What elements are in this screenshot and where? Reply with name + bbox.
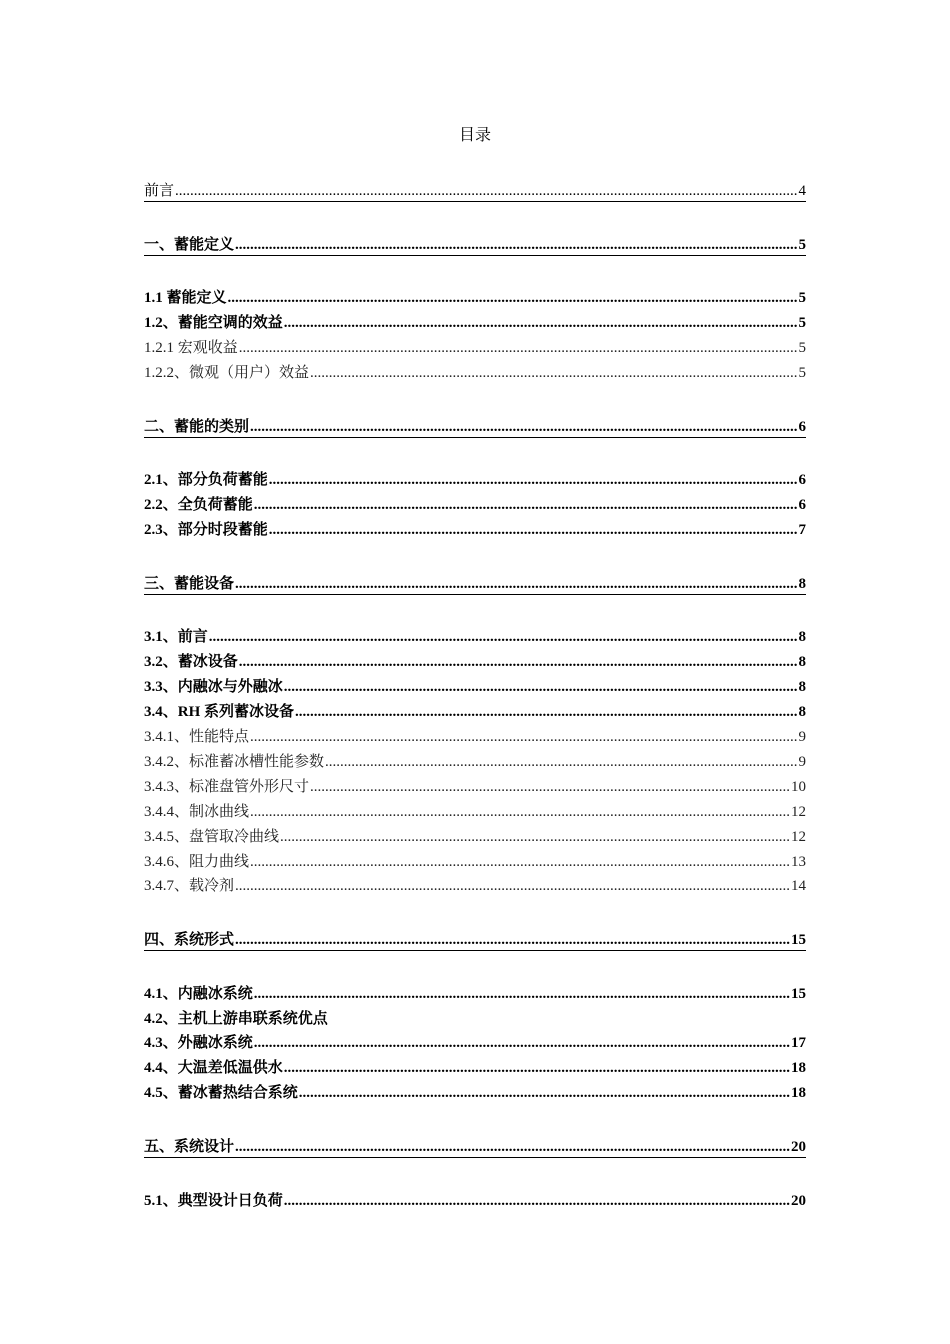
toc-entry-label: 4.2、主机上游串联系统优点 — [144, 1011, 328, 1027]
toc-page-number: 5 — [798, 365, 806, 381]
toc-entry-label: 一、蓄能定义 — [144, 237, 235, 253]
toc-page-number: 5 — [798, 340, 806, 356]
toc-entry-label: 1.2、蓄能空调的效益 — [144, 315, 283, 331]
toc-entry-label: 二、蓄能的类别 — [144, 419, 250, 435]
toc-dot-leader — [310, 363, 797, 383]
toc-entry-label: 四、系统形式 — [144, 932, 235, 948]
toc-page-number: 18 — [791, 1060, 806, 1076]
toc-entry[interactable] — [144, 675, 806, 697]
toc-page-number: 5 — [798, 290, 806, 306]
toc-dot-leader — [254, 1033, 790, 1053]
toc-dot-leader — [284, 677, 798, 697]
toc-entry-label: 3.3、内融冰与外融冰 — [144, 679, 283, 695]
toc-entry[interactable] — [144, 982, 806, 1004]
toc-entry[interactable] — [144, 625, 806, 647]
toc-dot-leader — [269, 520, 798, 540]
toc-entry[interactable] — [144, 1031, 806, 1053]
toc-entry[interactable] — [144, 700, 806, 722]
toc-entry-label: 3.4.3、标准盘管外形尺寸 — [144, 779, 310, 795]
toc-entry[interactable] — [144, 874, 806, 896]
toc-entry-label: 三、蓄能设备 — [144, 576, 235, 592]
toc-page-number: 12 — [791, 804, 806, 820]
toc-entry[interactable] — [144, 1056, 806, 1078]
toc-page-number: 10 — [791, 779, 806, 795]
toc-dot-leader — [239, 338, 798, 358]
toc-dot-leader — [228, 288, 798, 308]
toc-page-number: 9 — [798, 754, 806, 770]
toc-entry[interactable] — [144, 800, 806, 822]
toc-entry-label: 3.4.1、性能特点 — [144, 729, 250, 745]
toc-entry-label: 2.2、全负荷蓄能 — [144, 497, 253, 513]
toc-entry[interactable] — [144, 725, 806, 747]
toc-dot-leader — [284, 313, 798, 333]
toc-dot-leader — [250, 852, 790, 872]
toc-dot-leader — [235, 235, 797, 255]
toc-page-number: 8 — [798, 679, 806, 695]
toc-page-number: 12 — [791, 829, 806, 845]
toc-dot-leader — [284, 1191, 790, 1211]
toc-dot-leader — [254, 495, 798, 515]
toc-dot-leader — [325, 752, 797, 772]
toc-entry[interactable] — [144, 825, 806, 847]
toc-entry[interactable] — [144, 1007, 806, 1029]
toc-page-number: 7 — [798, 522, 806, 538]
toc-entry[interactable] — [144, 1081, 806, 1103]
toc-entry[interactable] — [144, 1189, 806, 1211]
toc-entry[interactable] — [144, 233, 806, 256]
toc-dot-leader — [269, 470, 798, 490]
toc-entry[interactable] — [144, 336, 806, 358]
toc-dot-leader — [239, 652, 798, 672]
toc-dot-leader — [235, 574, 797, 594]
toc-entry-label: 3.4.7、载冷剂 — [144, 878, 235, 894]
toc-page-number: 13 — [791, 854, 806, 870]
toc-page-number: 8 — [798, 654, 806, 670]
toc-page-number: 20 — [791, 1139, 806, 1155]
toc-entry-label: 3.4.6、阻力曲线 — [144, 854, 250, 870]
toc-dot-leader — [310, 777, 790, 797]
toc-dot-leader — [295, 702, 797, 722]
toc-entry-label: 1.2.1 宏观收益 — [144, 340, 238, 356]
toc-entry-label: 1.1 蓄能定义 — [144, 290, 227, 306]
toc-dot-leader — [209, 627, 798, 647]
toc-entry-label: 2.1、部分负荷蓄能 — [144, 472, 268, 488]
toc-page-number: 18 — [791, 1085, 806, 1101]
toc-dot-leader — [280, 827, 790, 847]
toc-entry[interactable] — [144, 928, 806, 951]
toc-dot-leader — [254, 984, 790, 1004]
toc-entry[interactable] — [144, 850, 806, 872]
toc-page-number: 15 — [791, 932, 806, 948]
toc-entry-label: 4.4、大温差低温供水 — [144, 1060, 283, 1076]
toc-entry-label: 5.1、典型设计日负荷 — [144, 1193, 283, 1209]
toc-entry[interactable] — [144, 286, 806, 308]
toc-page-number: 8 — [798, 629, 806, 645]
toc-entry-label: 2.3、部分时段蓄能 — [144, 522, 268, 538]
toc-entry-label: 五、系统设计 — [144, 1139, 235, 1155]
toc-entry-label: 3.4.2、标准蓄冰槽性能参数 — [144, 754, 325, 770]
toc-dot-leader — [235, 1137, 790, 1157]
toc-entry-label: 3.4.4、制冰曲线 — [144, 804, 250, 820]
toc-entry[interactable] — [144, 572, 806, 595]
toc-entry[interactable] — [144, 650, 806, 672]
toc-page-number: 6 — [798, 419, 806, 435]
toc-entry-label: 3.1、前言 — [144, 629, 208, 645]
toc-entry[interactable] — [144, 518, 806, 540]
toc-dot-leader — [299, 1083, 790, 1103]
toc-dot-leader — [235, 876, 790, 896]
toc-page-number: 14 — [791, 878, 806, 894]
toc-dot-leader — [175, 181, 797, 201]
toc-dot-leader — [250, 417, 797, 437]
toc-entry[interactable] — [144, 775, 806, 797]
toc-entry[interactable] — [144, 493, 806, 515]
toc-entry-label: 4.1、内融冰系统 — [144, 986, 253, 1002]
toc-entry[interactable] — [144, 311, 806, 333]
toc-entry[interactable] — [144, 750, 806, 772]
toc-page-number: 8 — [798, 576, 806, 592]
toc-title: 目录 — [458, 127, 491, 144]
toc-entry-label: 3.2、蓄冰设备 — [144, 654, 238, 670]
toc-entry-label: 前言 — [144, 183, 175, 199]
toc-page-number: 9 — [798, 729, 806, 745]
toc-entry-label: 4.3、外融冰系统 — [144, 1035, 253, 1051]
toc-entry[interactable] — [144, 1135, 806, 1158]
toc-page-number: 20 — [791, 1193, 806, 1209]
toc-dot-leader — [250, 802, 790, 822]
toc-dot-leader — [235, 930, 790, 950]
toc-page-number: 4 — [798, 183, 806, 199]
toc-page-number: 15 — [791, 986, 806, 1002]
toc-dot-leader — [250, 727, 797, 747]
toc-page-number: 8 — [798, 704, 806, 720]
toc-entry[interactable] — [144, 179, 806, 202]
toc-dot-leader — [284, 1058, 790, 1078]
toc-entry[interactable] — [144, 415, 806, 438]
toc-entry[interactable] — [144, 468, 806, 490]
toc-page-number: 6 — [798, 472, 806, 488]
toc-entry[interactable] — [144, 361, 806, 383]
toc-page-number: 17 — [791, 1035, 806, 1051]
toc-entry-label: 1.2.2、微观（用户）效益 — [144, 365, 310, 381]
toc-entry-label: 3.4、RH 系列蓄冰设备 — [144, 704, 295, 720]
toc-page-number: 5 — [798, 315, 806, 331]
toc-page-number: 6 — [798, 497, 806, 513]
toc-page-number: 5 — [798, 237, 806, 253]
toc-entry-label: 3.4.5、盘管取冷曲线 — [144, 829, 280, 845]
toc-entry-label: 4.5、蓄冰蓄热结合系统 — [144, 1085, 298, 1101]
